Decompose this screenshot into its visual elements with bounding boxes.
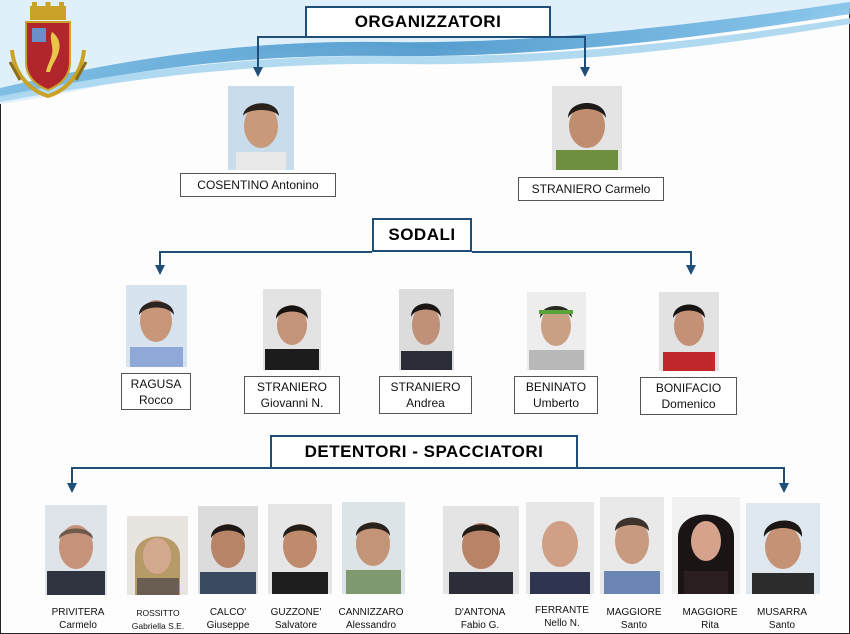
caption-first: Santo (768, 620, 796, 631)
photo-straniero-giovanni (263, 289, 321, 370)
caption-ferrante (522, 604, 602, 630)
photo-privitera (45, 505, 107, 595)
name-box-straniero-carmelo: STRANIERO Carmelo (518, 177, 664, 201)
photo-bonifacio (659, 292, 719, 371)
name-box-straniero-andrea (379, 376, 472, 414)
organizzatori-title: ORGANIZZATORI (305, 6, 551, 38)
caption-first: Salvatore (274, 620, 318, 631)
name-surname: STRANIERO (256, 380, 327, 394)
name-first: Andrea (406, 396, 445, 410)
photo-guzzone (268, 504, 332, 594)
name-box-ragusa (121, 373, 191, 410)
caption-maggiore-rita (670, 606, 750, 632)
caption-surname: GUZZONE' (270, 607, 322, 618)
photo-straniero-andrea (399, 289, 454, 370)
caption-first: Fabio G. (460, 620, 500, 631)
caption-surname: MUSARRA (756, 607, 807, 618)
photo-dantona (443, 506, 519, 594)
photo-straniero-carmelo (552, 86, 622, 170)
photo-calco (198, 506, 258, 594)
caption-maggiore-santo (594, 606, 674, 632)
caption-guzzone (256, 606, 336, 632)
caption-first: Gabriella S.E. (131, 621, 185, 631)
name-surname: BONIFACIO (655, 381, 722, 395)
photo-musarra (746, 503, 820, 594)
caption-rossitto (118, 607, 198, 633)
name-surname: BENINATO (525, 380, 587, 394)
name-first: Giovanni N. (260, 396, 324, 410)
caption-first: Alessandro (345, 620, 397, 631)
caption-first: Giuseppe (206, 620, 250, 631)
photo-maggiore-santo (600, 497, 664, 594)
name-box-straniero-giovanni (244, 376, 340, 414)
caption-surname: MAGGIORE (606, 607, 662, 618)
name-surname: STRANIERO (390, 380, 461, 394)
photo-cannizzaro (342, 502, 405, 594)
caption-surname: FERRANTE (535, 605, 589, 616)
photo-cosentino (228, 86, 294, 170)
caption-dantona (440, 606, 520, 632)
name-first: Domenico (661, 397, 716, 411)
photo-beninato (527, 292, 586, 370)
name-surname: RAGUSA (130, 377, 182, 391)
caption-privitera (38, 606, 118, 632)
caption-first: Carmelo (59, 620, 97, 631)
name-box-cosentino: COSENTINO Antonino (180, 173, 336, 197)
caption-surname: CALCO' (209, 607, 247, 618)
caption-surname: MAGGIORE (682, 607, 738, 618)
caption-cannizzaro (331, 606, 411, 632)
caption-first: Rita (701, 620, 719, 631)
photo-ragusa (126, 285, 187, 367)
name-first: Rocco (138, 393, 173, 407)
name-box-bonifacio (640, 377, 737, 415)
name-box-beninato (514, 376, 598, 414)
caption-surname: CANNIZZARO (338, 607, 404, 618)
photo-maggiore-rita (672, 497, 740, 594)
caption-first: Santo (620, 620, 648, 631)
photo-rossitto (127, 516, 188, 595)
caption-first: Nello N. (544, 618, 580, 629)
caption-surname: PRIVITERA (51, 607, 105, 618)
sodali-title: SODALI (372, 218, 472, 252)
name-first: Umberto (532, 396, 579, 410)
caption-musarra (742, 606, 822, 632)
caption-surname: ROSSITTO (136, 608, 180, 618)
detentori-title: DETENTORI - SPACCIATORI (270, 435, 578, 469)
photo-ferrante (526, 502, 594, 594)
caption-surname: D'ANTONA (454, 607, 506, 618)
